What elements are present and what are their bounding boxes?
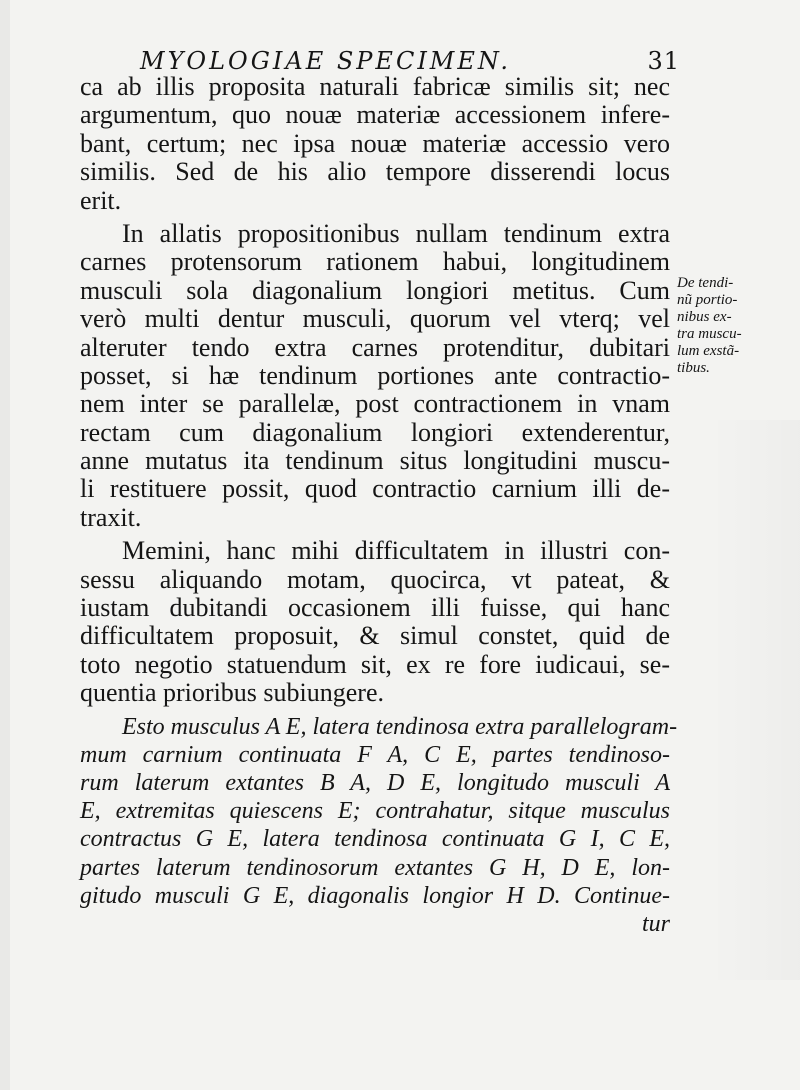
text-line: bant, certum; nec ipsa nouæ materiæ accessio vero	[80, 128, 670, 158]
text-line: difficultatem proposuit, & simul constet, quid de	[80, 621, 670, 651]
margin-note-line: tra muscu-	[677, 326, 742, 342]
text-line: E, extremitas quiescens E; contrahatur, sitque musculus	[80, 798, 670, 825]
text-line: rectam cum diagonalium longiori extenderentur,	[80, 417, 670, 447]
text-line: argumentum, quo nouæ materiæ accessionem infere-	[80, 100, 670, 130]
margin-note-line: tibus.	[677, 360, 710, 376]
text-line: contractus G E, latera tendinosa continuata G I, C E,	[80, 826, 670, 853]
catchword: tur	[641, 910, 670, 937]
text-line: anne mutatus ita tendinum situs longitudini muscu-	[80, 446, 670, 476]
text-line: mum carnium continuata F A, C E, partes tendinoso-	[80, 741, 670, 768]
text-line: nem inter se parallelæ, post contractionem in vnam	[80, 389, 670, 419]
page-number: 31	[647, 47, 680, 75]
text-line: Esto musculus A E, latera tendinosa extra parallelogram-	[122, 713, 678, 740]
running-title: MYOLOGIAE SPECIMEN.	[140, 47, 511, 75]
paragraph-3	[80, 537, 670, 707]
text-line: musculi sola diagonalium longiori metitus. Cum	[80, 275, 670, 305]
text-line: quentia prioribus subiungere.	[80, 678, 384, 708]
book-page	[10, 0, 800, 1090]
paragraph-4	[80, 713, 678, 939]
text-line: posset, si hæ tendinum portiones ante contractio-	[80, 360, 670, 390]
text-line: verò multi dentur musculi, quorum vel vterq; vel	[80, 304, 670, 334]
text-line: toto negotio statuendum sit, ex re fore iudicaui, se-	[80, 649, 670, 679]
text-line: rum laterum extantes B A, D E, longitudo musculi A	[80, 769, 670, 796]
margin-note-line: nibus ex-	[677, 309, 732, 325]
text-line: Memini, hanc mihi difficultatem in illustri con-	[122, 536, 670, 566]
main-text	[80, 72, 678, 938]
text-line: sessu aliquando motam, quocirca, vt pateat, &	[80, 564, 670, 594]
margin-note	[677, 275, 767, 377]
text-line: carnes protensorum rationem habui, longitudinem	[80, 247, 670, 277]
paragraph-2	[80, 220, 670, 532]
text-line: iustam dubitandi occasionem illi fuisse, qui hanc	[80, 593, 670, 623]
margin-note-line: lum exstã-	[677, 343, 740, 359]
text-line: ca ab illis proposita naturali fabricæ similis sit; nec	[80, 72, 670, 101]
page-shading	[710, 420, 800, 980]
text-line: gitudo musculi G E, diagonalis longior H D. Continue-	[80, 882, 670, 909]
paragraph-1	[80, 73, 670, 215]
text-line: partes laterum tendinosorum extantes G H, D E, lon-	[80, 854, 670, 881]
text-line: traxit.	[80, 502, 142, 532]
text-line: alteruter tendo extra carnes protenditur, dubitari	[80, 332, 670, 362]
text-line: similis. Sed de his alio tempore disserendi locus	[80, 157, 670, 187]
text-line: li restituere possit, quod contractio carnium illi de-	[80, 474, 670, 504]
margin-note-line: De tendi-	[677, 275, 734, 291]
margin-note-line: nũ portio-	[677, 292, 738, 308]
text-line: erit.	[80, 185, 122, 215]
text-line: In allatis propositionibus nullam tendinum extra	[122, 218, 670, 248]
